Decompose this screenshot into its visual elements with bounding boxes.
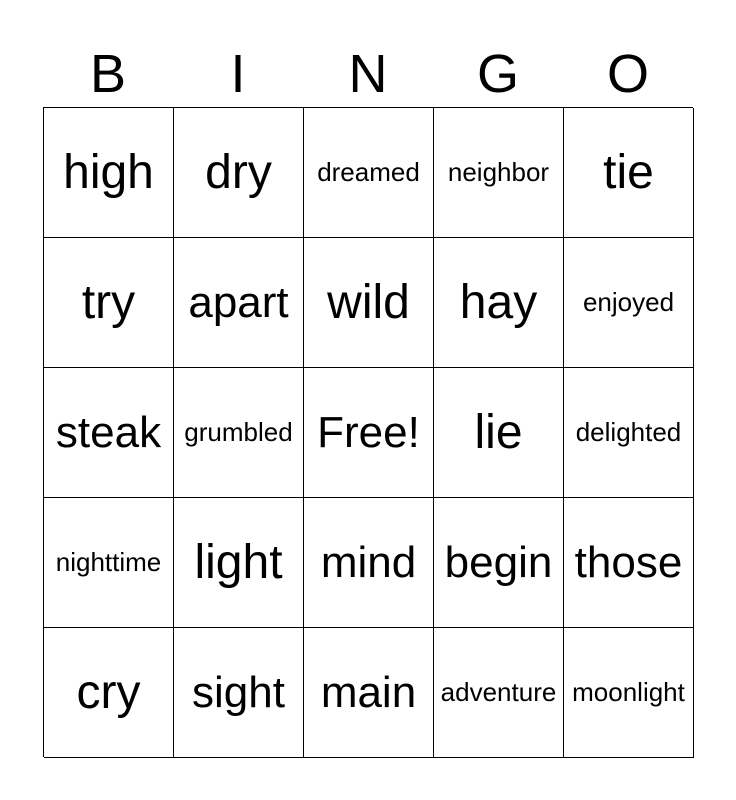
header-letter-i: I (230, 44, 246, 104)
header-letter-n: N (348, 44, 388, 104)
bingo-cell[interactable]: adventure (434, 628, 564, 758)
bingo-cell[interactable]: apart (174, 238, 304, 368)
bingo-header (43, 40, 693, 108)
bingo-cell[interactable]: dry (174, 108, 304, 238)
bingo-cell[interactable]: hay (434, 238, 564, 368)
bingo-cell[interactable]: moonlight (564, 628, 694, 758)
bingo-cell[interactable]: light (174, 498, 304, 628)
bingo-cell[interactable]: sight (174, 628, 304, 758)
bingo-cell[interactable]: wild (304, 238, 434, 368)
header-letter-g: G (476, 44, 519, 104)
header-letter-b: B (89, 44, 127, 104)
bingo-cell[interactable]: neighbor (434, 108, 564, 238)
bingo-cell[interactable]: main (304, 628, 434, 758)
bingo-cell[interactable]: steak (44, 368, 174, 498)
bingo-grid (43, 107, 693, 757)
bingo-cell[interactable]: high (44, 108, 174, 238)
bingo-cell[interactable]: dreamed (304, 108, 434, 238)
header-letter-o: O (606, 44, 649, 104)
bingo-cell[interactable]: try (44, 238, 174, 368)
bingo-cell[interactable]: cry (44, 628, 174, 758)
bingo-cell[interactable]: nighttime (44, 498, 174, 628)
free-space-cell[interactable]: Free! (304, 368, 434, 498)
bingo-cell[interactable]: tie (564, 108, 694, 238)
bingo-cell[interactable]: begin (434, 498, 564, 628)
bingo-cell[interactable]: those (564, 498, 694, 628)
bingo-cell[interactable]: grumbled (174, 368, 304, 498)
bingo-cell[interactable]: mind (304, 498, 434, 628)
bingo-cell[interactable]: enjoyed (564, 238, 694, 368)
bingo-cell[interactable]: delighted (564, 368, 694, 498)
bingo-cell[interactable]: lie (434, 368, 564, 498)
